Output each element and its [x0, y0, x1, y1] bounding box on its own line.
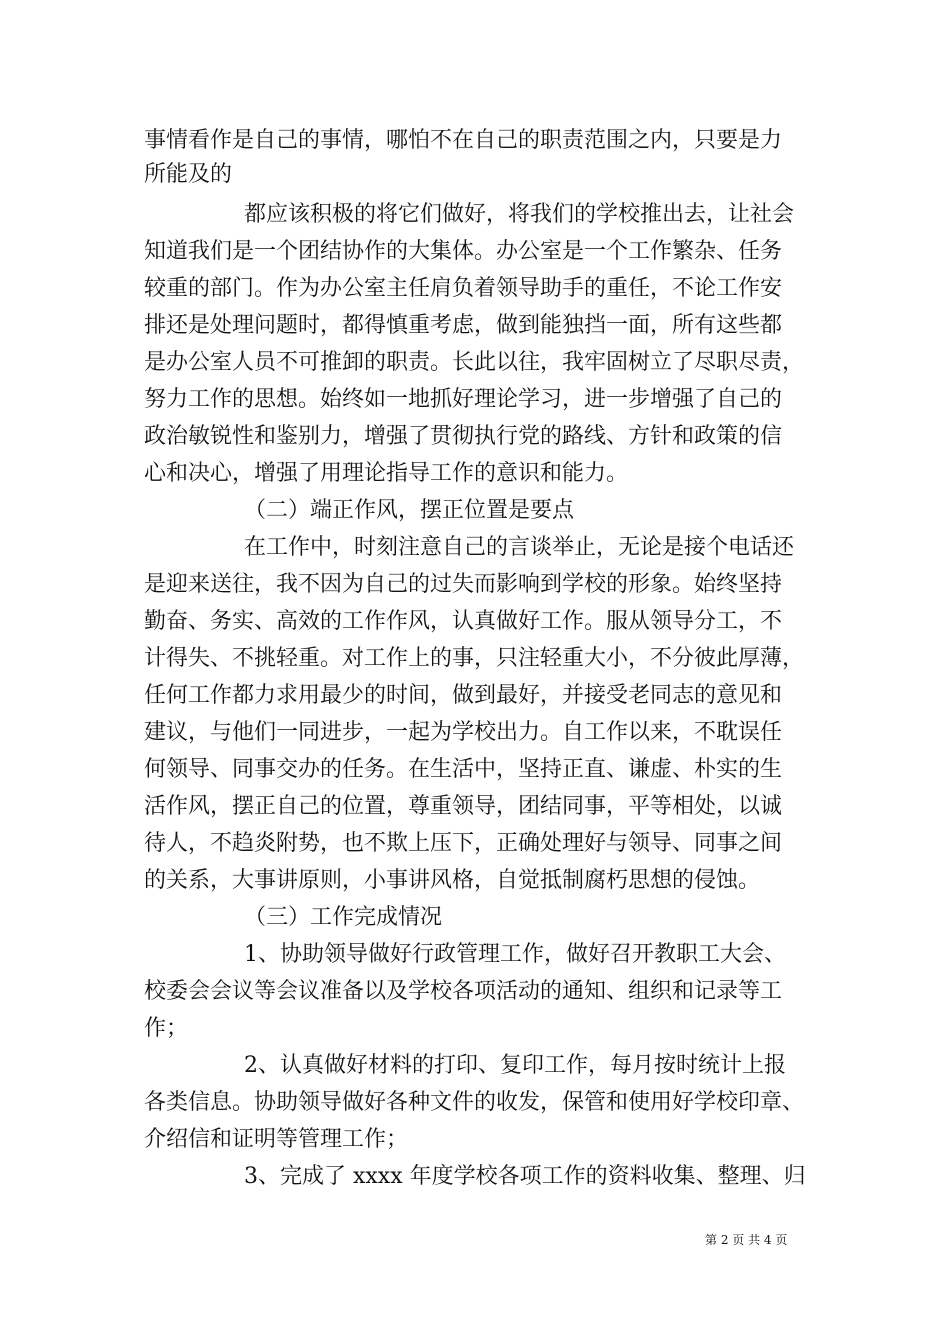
text-line: 排还是处理问题时，都得慎重考虑，做到能独挡一面，所有这些都 — [144, 313, 783, 338]
text-line: 建议，与他们一同进步，一起为学校出力。自工作以来，不耽误任 — [144, 720, 783, 745]
text-line: 的关系，大事讲原则，小事讲风格，自觉抵制腐朽思想的侵蚀。 — [144, 868, 761, 893]
text-line: 知道我们是一个团结协作的大集体。办公室是一个工作繁杂、任务 — [144, 239, 783, 264]
text-line: 各类信息。协助领导做好各种文件的收发，保管和使用好学校印章、 — [144, 1090, 805, 1115]
text-line: 较重的部门。作为办公室主任肩负着领导助手的重任，不论工作安 — [144, 276, 783, 301]
text-line: 待人，不趋炎附势，也不欺上压下，正确处理好与领导、同事之间 — [144, 831, 783, 856]
section-heading: （二）端正作风，摆正位置是要点 — [244, 498, 575, 523]
text-line: 是办公室人员不可推卸的职责。长此以往，我牢固树立了尽职尽责， — [144, 350, 805, 375]
paragraph-start-line: 3、完成了 xxxx 年度学校各项工作的资料收集、整理、归 — [244, 1164, 806, 1189]
text-line: 勤奋、务实、高效的工作作风，认真做好工作。服从领导分工，不 — [144, 609, 783, 634]
paragraph-start-line: 2、认真做好材料的打印、复印工作，每月按时统计上报 — [244, 1053, 786, 1078]
page-number-footer: 第 2 页 共 4 页 — [705, 1233, 788, 1247]
text-line: 所能及的 — [144, 162, 233, 187]
text-line: 是迎来送往，我不因为自己的过失而影响到学校的形象。始终坚持 — [144, 572, 783, 597]
text-line: 心和决心，增强了用理论指导工作的意识和能力。 — [144, 461, 629, 486]
text-line: 事情看作是自己的事情，哪怕不在自己的职责范围之内，只要是力 — [144, 128, 783, 153]
paragraph-start-line: 在工作中，时刻注意自己的言谈举止，无论是接个电话还 — [244, 535, 795, 560]
text-line: 作； — [144, 1016, 189, 1041]
text-line: 活作风，摆正自己的位置，尊重领导，团结同事，平等相处，以诚 — [144, 794, 783, 819]
paragraph-start-line: 1、协助领导做好行政管理工作，做好召开教职工大会、 — [244, 942, 786, 967]
text-line: 计得失、不挑轻重。对工作上的事，只注轻重大小，不分彼此厚薄， — [144, 646, 805, 671]
text-line: 介绍信和证明等管理工作； — [144, 1127, 409, 1152]
text-line: 校委会会议等会议准备以及学校各项活动的通知、组织和记录等工 — [144, 979, 783, 1004]
text-line: 任何工作都力求用最少的时间，做到最好，并接受老同志的意见和 — [144, 683, 783, 708]
text-line: 何领导、同事交办的任务。在生活中，坚持正直、谦虚、朴实的生 — [144, 757, 783, 782]
section-heading: （三）工作完成情况 — [244, 905, 443, 930]
text-line: 政治敏锐性和鉴别力，增强了贯彻执行党的路线、方针和政策的信 — [144, 424, 783, 449]
paragraph-start-line: 都应该积极的将它们做好，将我们的学校推出去，让社会 — [244, 202, 795, 227]
text-line: 努力工作的思想。始终如一地抓好理论学习，进一步增强了自己的 — [144, 387, 783, 412]
